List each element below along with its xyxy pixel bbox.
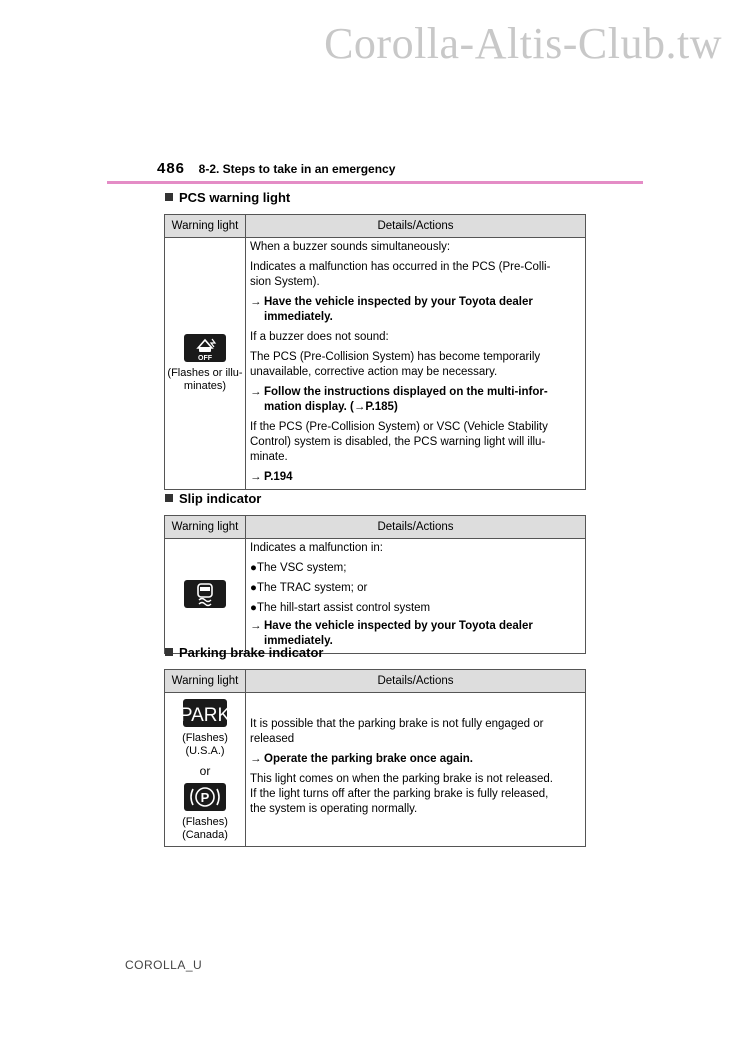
slip-details-cell: Indicates a malfunction in: ●The VSC system; ●The TRAC system; or ●The hill-start assist control system → Have the vehicle inspected by your Toyota dealer immediately. (246, 539, 586, 654)
section-title-slip: Slip indicator (165, 491, 261, 506)
square-bullet-icon (165, 648, 173, 656)
pcs-details-cell: When a buzzer sounds simultaneously: Indicates a malfunction has occurred in the PCS (Pre-Colli- sion System). → Have the vehicle inspected by your Toyota dealer immediately. If a buzzer does not sound: The PCS (Pre-Collision System) has become temporarily unavailable, corrective action may be necessary. → Follow the instructions displayed on the multi-infor- mation display. (→P.185) If the PCS (Pre-Collision System) or VSC (Vehicle Stability Control) system is disabled, the PCS warning light will illu- minate. → P.194 (246, 238, 586, 490)
arrow-icon: → (250, 386, 262, 398)
col-header-details: Details/Actions (246, 516, 586, 539)
page-number: 486 (157, 160, 186, 177)
parking-table (164, 669, 586, 847)
parking-brake-p-icon (184, 783, 226, 811)
arrow-icon: → (250, 296, 262, 308)
footer-label: COROLLA_U (125, 958, 203, 972)
caption-us: (Flashes) (U.S.A.) (182, 732, 228, 757)
or-label: or (199, 764, 211, 778)
svg-text:OFF: OFF (198, 355, 212, 362)
parking-icon-cell (165, 693, 246, 847)
col-header-warning-light: Warning light (165, 516, 246, 539)
slip-icon-cell (165, 539, 246, 654)
bullet-icon: ● (250, 582, 257, 594)
bullet-icon: ● (250, 562, 257, 574)
col-header-details: Details/Actions (246, 670, 586, 693)
slip-table (164, 515, 586, 654)
svg-text:PARK: PARK (179, 705, 231, 726)
square-bullet-icon (165, 494, 173, 502)
page-header (157, 160, 395, 177)
bullet-icon: ● (250, 602, 257, 614)
arrow-icon: → (250, 471, 262, 483)
section-title-pcs: PCS warning light (165, 190, 290, 205)
parking-details-cell: It is possible that the parking brake is not fully engaged or released → Operate the parking brake once again. This light comes on when the parking brake is not released. If the light turns off after the parking brake is fully released, the system is operating normally. (246, 693, 586, 847)
col-header-warning-light: Warning light (165, 215, 246, 238)
slip-indicator-icon (184, 580, 226, 608)
list-item: ●The hill-start assist control system (250, 602, 431, 614)
pcs-off-icon (184, 334, 226, 362)
arrow-icon: → (250, 620, 262, 632)
list-item: ●The VSC system; (250, 562, 347, 574)
pcs-caption: (Flashes or illu- minates) (167, 367, 243, 392)
header-rule (107, 181, 643, 184)
park-icon (179, 699, 231, 727)
section-reference: 8-2. Steps to take in an emergency (198, 162, 396, 176)
col-header-warning-light: Warning light (165, 670, 246, 693)
watermark: Corolla-Altis-Club.tw (324, 19, 722, 68)
list-item: ●The TRAC system; or (250, 582, 368, 594)
square-bullet-icon (165, 193, 173, 201)
pcs-icon-cell (165, 238, 246, 490)
pcs-table (164, 214, 586, 490)
svg-text:P: P (200, 790, 210, 805)
arrow-icon: → (250, 753, 262, 765)
col-header-details: Details/Actions (246, 215, 586, 238)
caption-canada: (Flashes) (Canada) (182, 816, 228, 841)
section-title-parking: Parking brake indicator (165, 645, 324, 660)
